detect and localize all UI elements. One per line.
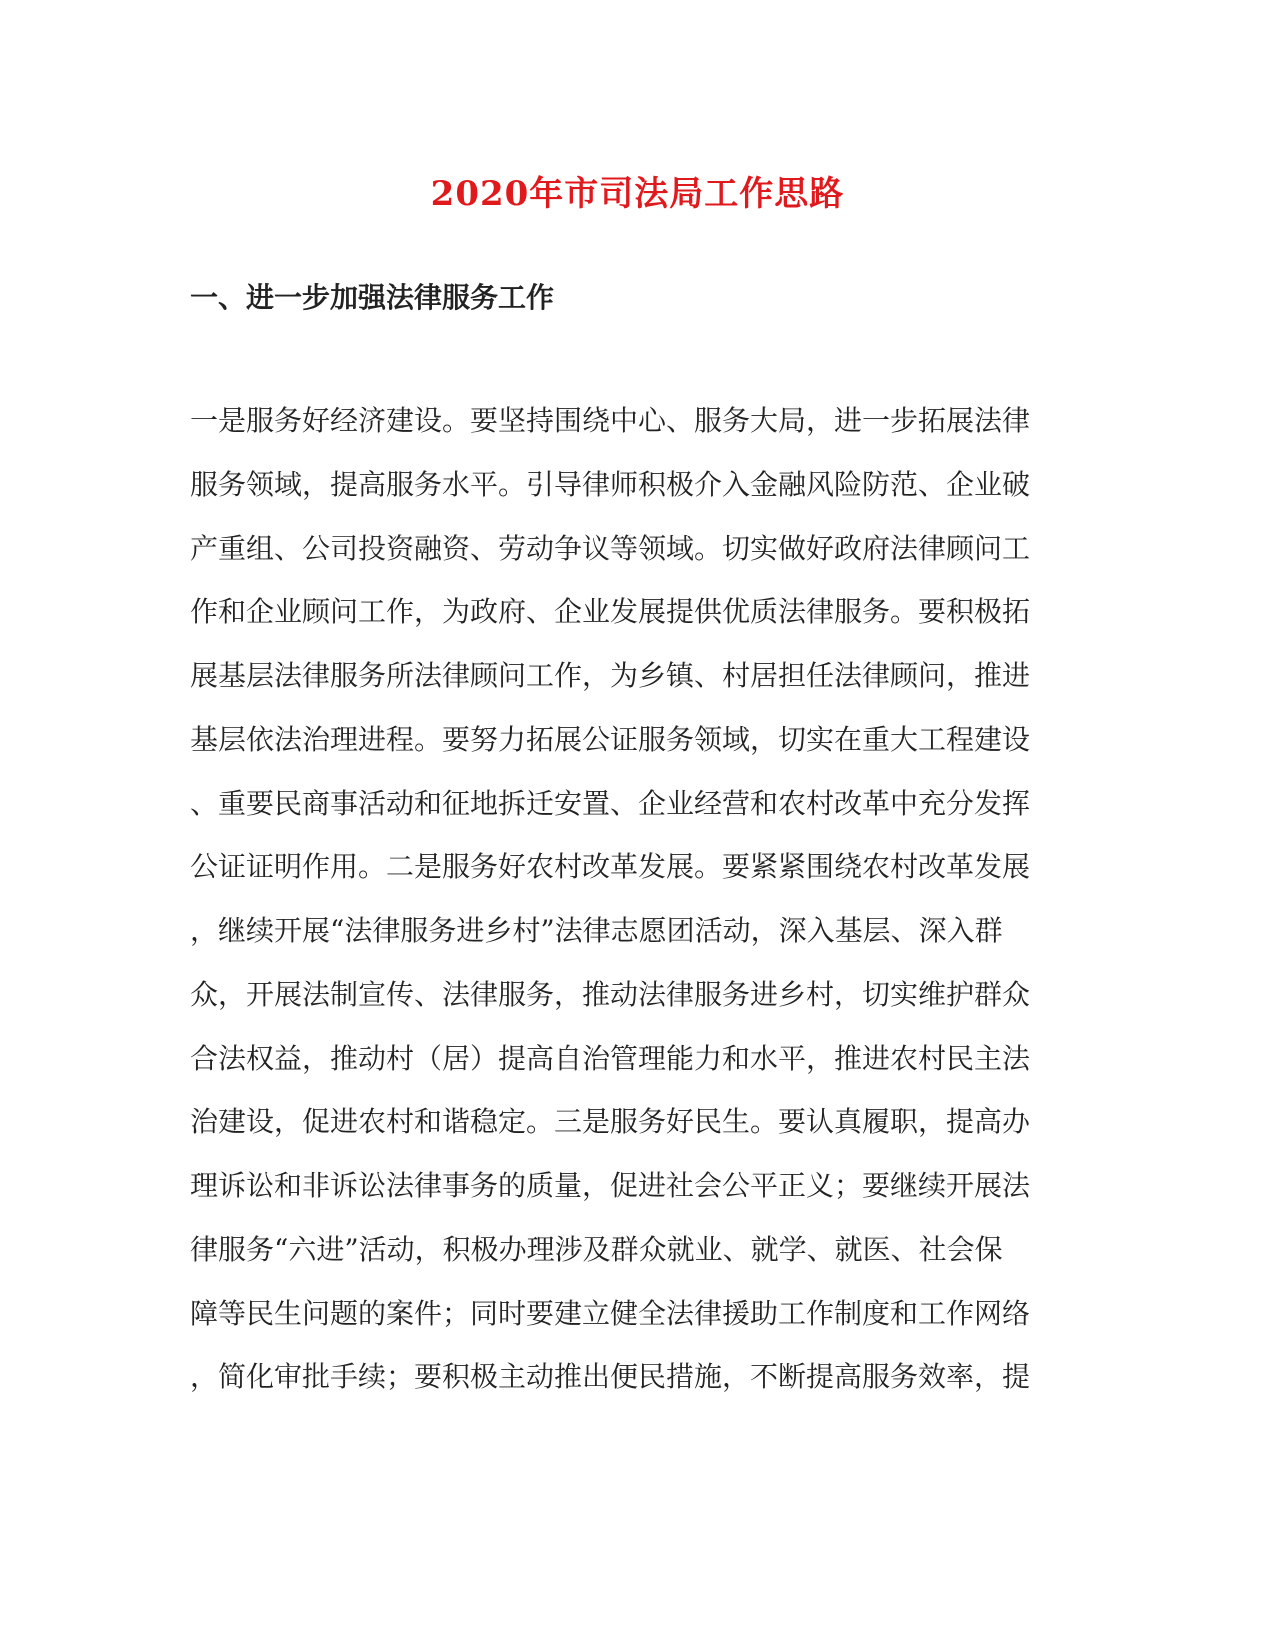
body-line: 产重组、公司投资融资、劳动争议等领域。切实做好政府法律顾问工 — [190, 531, 1031, 565]
section-heading: 一、进一步加强法律服务工作 — [190, 281, 555, 314]
body-line: 治建设，促进农村和谐稳定。三是服务好民生。要认真履职，提高办 — [190, 1105, 1031, 1139]
body-line: 展基层法律服务所法律顾问工作，为乡镇、村居担任法律顾问，推进 — [190, 659, 1031, 692]
body-line: 作和企业顾问工作，为政府、企业发展提供优质法律服务。要积极拓 — [190, 595, 1031, 629]
body-paragraph — [190, 389, 1070, 1409]
body-line: 、重要民商事活动和征地拆迁安置、企业经营和农村改革中充分发挥 — [190, 786, 1031, 820]
body-line: ，简化审批手续；要积极主动推出便民措施，不断提高服务效率，提 — [190, 1360, 1031, 1394]
body-line: 理诉讼和非诉讼法律事务的质量，促进社会公平正义；要继续开展法 — [190, 1169, 1031, 1202]
body-line: 合法权益，推动村（居）提高自治管理能力和水平，推进农村民主法 — [190, 1041, 1031, 1075]
body-line: 障等民生问题的案件；同时要建立健全法律援助工作制度和工作网络 — [190, 1296, 1031, 1330]
document-title: 2020年市司法局工作思路 — [430, 174, 845, 214]
body-line: 律服务“六进”活动，积极办理涉及群众就业、就学、就医、社会保 — [190, 1232, 1003, 1266]
body-line: 基层依法治理进程。要努力拓展公证服务领域，切实在重大工程建设 — [190, 722, 1031, 756]
body-line: 公证证明作用。二是服务好农村改革发展。要紧紧围绕农村改革发展 — [190, 850, 1031, 884]
body-line: ，继续开展“法律服务进乡村”法律志愿团活动，深入基层、深入群 — [190, 914, 1003, 947]
body-line: 众，开展法制宣传、法律服务，推动法律服务进乡村，切实维护群众 — [190, 977, 1031, 1011]
body-line: 一是服务好经济建设。要坚持围绕中心、服务大局，进一步拓展法律 — [190, 404, 1031, 437]
body-line: 服务领域，提高服务水平。引导律师积极介入金融风险防范、企业破 — [190, 467, 1031, 501]
